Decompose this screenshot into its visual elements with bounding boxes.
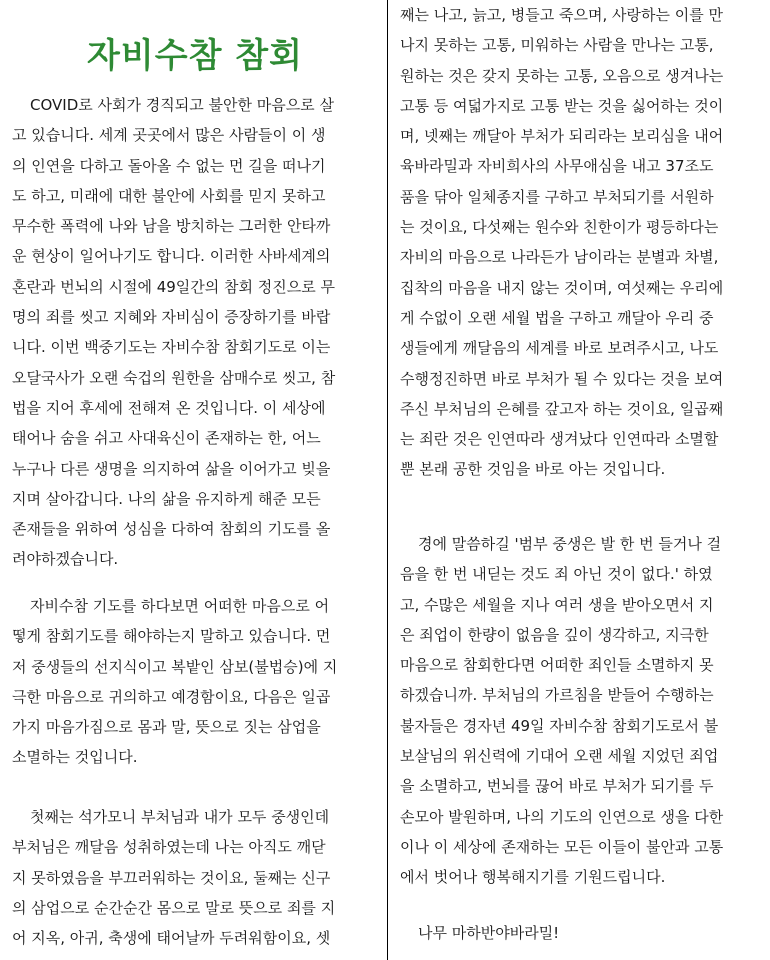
text-line: 마음으로 참회한다면 어떠한 죄인들 소멸하지 못 [400, 656, 714, 675]
text-line: 나지 못하는 고통, 미워하는 사람을 만나는 고통, [400, 36, 714, 55]
text-line: COVID로 사회가 경직되고 불안한 마음으로 살 [30, 96, 334, 114]
right-column [400, 0, 760, 960]
text-line: 경에 말씀하길 '범부 중생은 발 한 번 들거나 걸 [418, 535, 722, 553]
text-line: 떻게 참회기도를 해야하는지 말하고 있습니다. 먼 [12, 627, 331, 646]
text-line: 집착의 마음을 내지 않는 것이며, 여섯째는 우리에 [400, 278, 724, 297]
text-line: 의 인연을 다하고 돌아올 수 없는 먼 길을 떠나기 [12, 156, 326, 175]
text-line: 주신 부처님의 은혜를 갚고자 하는 것이요, 일곱째 [400, 399, 724, 418]
text-line: 자비의 마음으로 나라든가 남이라는 분별과 차별, [400, 248, 719, 267]
text-line: 첫째는 석가모니 부처님과 내가 모두 중생인데 [30, 808, 330, 826]
text-line: 니다. 이번 백중기도는 자비수참 참회기도로 이는 [12, 338, 331, 357]
text-line: 며, 넷째는 깨달아 부처가 되리라는 보리심을 내어 [400, 127, 724, 146]
text-line: 명의 죄를 씻고 지혜와 자비심이 증장하기를 바랍 [12, 308, 331, 327]
text-line: 존재들을 위하여 성심을 다하여 참회의 기도를 올 [12, 520, 331, 539]
text-line: 지 못하였음을 부끄러워하는 것이요, 둘째는 신구 [12, 868, 331, 887]
text-line: 원하는 것은 갖지 못하는 고통, 오음으로 생겨나는 [400, 66, 724, 85]
text-line: 고 있습니다. 세계 곳곳에서 많은 사람들이 이 생 [12, 126, 326, 145]
text-line: 누구나 다른 생명을 의지하여 삶을 이어가고 빚을 [12, 459, 331, 478]
text-line: 품을 닦아 일체종지를 구하고 부처되기를 서원하 [400, 187, 714, 206]
text-line: 고통 등 여덟가지로 고통 받는 것을 싫어하는 것이 [400, 96, 724, 115]
text-line: 육바라밀과 자비희사의 사무애심을 내고 37조도 [400, 157, 714, 176]
text-line: 째는 나고, 늙고, 병들고 죽으며, 사랑하는 이를 만 [400, 6, 723, 24]
text-line: 는 것이요, 다섯째는 원수와 친한이가 평등하다는 [400, 218, 719, 237]
text-line: 운 현상이 일어나기도 합니다. 이러한 사바세계의 [12, 247, 331, 266]
text-line: 무수한 폭력에 나와 남을 방치하는 그러한 안타까 [12, 217, 331, 236]
text-line: 게 수없이 오랜 세월 법을 구하고 깨달아 우리 중 [400, 308, 714, 327]
text-line: 도 하고, 미래에 대한 불안에 사회를 믿지 못하고 [12, 186, 326, 205]
text-line: 나무 마하반야바라밀! [418, 924, 560, 942]
text-line: 극한 마음으로 귀의하고 예경함이요, 다음은 일곱 [12, 687, 331, 706]
text-line: 보살님의 위신력에 기대어 오랜 세월 지었던 죄업 [400, 747, 719, 766]
paragraph-method [12, 591, 378, 773]
text-line: 어 지옥, 아귀, 축생에 태어날까 두려워함이요, 셋 [12, 929, 331, 948]
text-line: 이나 이 세상에 존재하는 모든 이들이 불안과 고통 [400, 837, 724, 856]
text-line: 음을 한 번 내딛는 것도 죄 아닌 것이 없다.' 하였 [400, 565, 713, 584]
paragraph-seven-minds [12, 802, 378, 953]
paragraph-seven-minds-continued [400, 0, 760, 485]
text-line: 의 삼업으로 순간순간 몸으로 말로 뜻으로 죄를 지 [12, 898, 336, 917]
paragraph-closing [400, 918, 760, 948]
text-line: 혼란과 번뇌의 시절에 49일간의 참회 정진으로 무 [12, 277, 336, 296]
text-line: 을 소멸하고, 번뇌를 끊어 바로 부처가 되기를 두 [400, 777, 714, 796]
left-column [12, 0, 378, 960]
text-line: 부처님은 깨달음 성취하였는데 나는 아직도 깨닫 [12, 838, 326, 857]
text-line: 에서 벗어나 행복해지기를 기원드립니다. [400, 868, 666, 887]
text-line: 불자들은 경자년 49일 자비수참 참회기도로서 불 [400, 716, 719, 735]
text-line: 수행정진하면 바로 부처가 될 수 있다는 것을 보여 [400, 369, 724, 388]
text-line: 저 중생들의 선지식이고 복밭인 삼보(불법승)에 지 [12, 657, 338, 676]
text-line: 자비수참 기도를 하다보면 어떠한 마음으로 어 [30, 597, 330, 615]
text-line: 은 죄업이 한량이 없음을 깊이 생각하고, 지극한 [400, 625, 709, 644]
text-line: 려야하겠습니다. [12, 550, 119, 569]
column-divider [387, 0, 388, 960]
text-line: 뿐 본래 공한 것임을 바로 아는 것입니다. [400, 460, 666, 479]
text-line: 고, 수많은 세월을 지나 여러 생을 받아오면서 지 [400, 595, 714, 614]
paragraph-intro [12, 90, 378, 575]
text-line: 하겠습니까. 부처님의 가르침을 받들어 수행하는 [400, 686, 714, 705]
text-line: 손모아 발원하며, 나의 기도의 인연으로 생을 다한 [400, 807, 724, 826]
text-line: 는 죄란 것은 인연따라 생겨났다 인연따라 소멸할 [400, 430, 719, 449]
text-line: 생들에게 깨달음의 세계를 바로 보려주시고, 나도 [400, 339, 719, 358]
text-line: 지며 살아갑니다. 나의 삶을 유지하게 해준 모든 [12, 489, 321, 508]
text-line: 태어나 숨을 쉬고 사대육신이 존재하는 한, 어느 [12, 429, 321, 448]
article-title: 자비수참 참회 [87, 36, 303, 76]
text-line: 소멸하는 것입니다. [12, 748, 138, 767]
text-line: 가지 마음가짐으로 몸과 말, 뜻으로 짓는 삼업을 [12, 718, 321, 737]
text-line: 오달국사가 오랜 숙겁의 원한을 삼매수로 씻고, 참 [12, 368, 336, 387]
paragraph-sutra-quote [400, 529, 760, 893]
text-line: 법을 지어 후세에 전해져 온 것입니다. 이 세상에 [12, 398, 326, 417]
